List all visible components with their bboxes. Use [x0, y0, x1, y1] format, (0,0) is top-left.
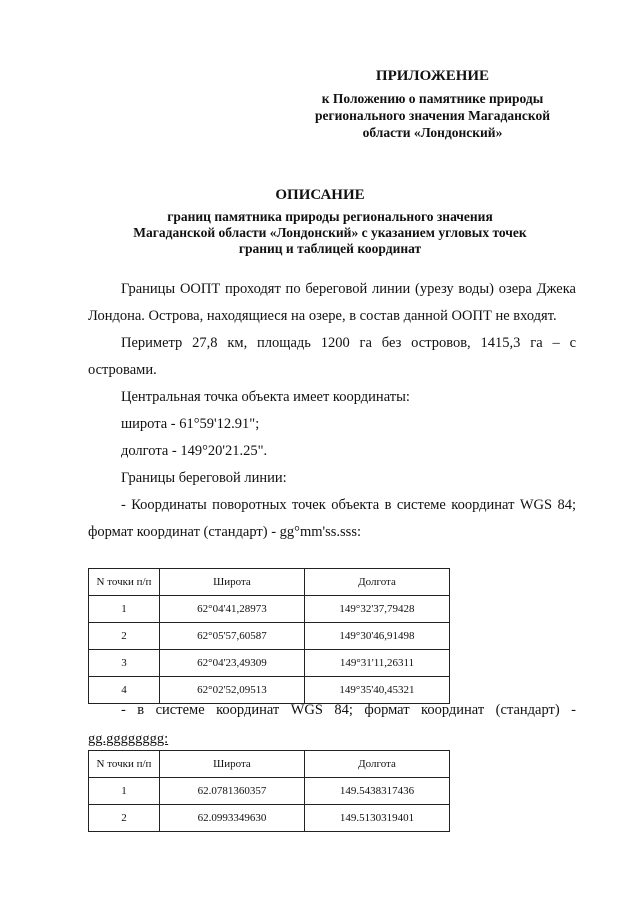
table-row: [89, 650, 450, 677]
cell-longitude: 149°30'46,91498: [305, 623, 450, 650]
table-row: [89, 623, 450, 650]
appendix-subtitle: [290, 90, 575, 141]
table-header-row: [89, 569, 450, 596]
cell-longitude: 149°32'37,79428: [305, 596, 450, 623]
paragraph-latitude: широта - 61°59'12.91";: [121, 416, 260, 432]
paragraph-coord-format-1: - Координаты поворотных точек объекта в системе координат WGS 84; формат координат (стандарт) - gg°mm'ss.sss:: [88, 497, 576, 540]
description-subtitle: [95, 209, 565, 257]
header-point-number: N точки п/п: [89, 569, 160, 596]
coordinates-table-decimal: [88, 750, 450, 832]
cell-point-number: 4: [89, 677, 160, 704]
body-text-format-2: [88, 697, 576, 724]
header-latitude: Широта: [160, 569, 305, 596]
header-longitude: Долгота: [305, 569, 450, 596]
cell-longitude: 149.5130319401: [305, 805, 450, 832]
cell-longitude: 149.5438317436: [305, 778, 450, 805]
coordinates-table-dms: [88, 568, 450, 704]
table-row: [89, 778, 450, 805]
paragraph-center-point: Центральная точка объекта имеет координаты:: [121, 389, 410, 405]
appendix-title: ПРИЛОЖЕНИЕ: [375, 68, 490, 84]
paragraph-coord-format-2: - в системе координат WGS 84; формат координат (стандарт) -: [121, 702, 576, 718]
body-text: [88, 276, 576, 546]
cell-longitude: 149°35'40,45321: [305, 677, 450, 704]
cell-longitude: 149°31'11,26311: [305, 650, 450, 677]
cell-latitude: 62°04'41,28973: [160, 596, 305, 623]
paragraph-perimeter: Периметр 27,8 км, площадь 1200 га без островов, 1415,3 га – с островами.: [88, 335, 576, 378]
description-title: ОПИСАНИЕ: [275, 187, 365, 203]
paragraph-shoreline: Границы береговой линии:: [121, 470, 287, 486]
appendix-subtitle-line: регионального значения Магаданской: [314, 108, 551, 123]
appendix-subtitle-line: к Положению о памятнике природы: [321, 91, 544, 106]
description-subtitle-line: Магаданской области «Лондонский» с указанием угловых точек: [133, 225, 527, 240]
cell-latitude: 62°02'52,09513: [160, 677, 305, 704]
table-row: [89, 596, 450, 623]
appendix-subtitle-line: области «Лондонский»: [362, 125, 503, 140]
description-subtitle-line: границ и таблицей координат: [238, 241, 422, 256]
header-point-number: N точки п/п: [89, 751, 160, 778]
cell-point-number: 2: [89, 805, 160, 832]
header-longitude: Долгота: [305, 751, 450, 778]
table-row: [89, 805, 450, 832]
cell-point-number: 2: [89, 623, 160, 650]
cell-latitude: 62.0993349630: [160, 805, 305, 832]
cell-latitude: 62°04'23,49309: [160, 650, 305, 677]
format-2-spec: [88, 731, 576, 748]
cell-latitude: 62°05'57,60587: [160, 623, 305, 650]
cell-point-number: 1: [89, 596, 160, 623]
description-subtitle-line: границ памятника природы регионального значения: [167, 209, 493, 224]
cell-point-number: 1: [89, 778, 160, 805]
paragraph-boundaries: Границы ООПТ проходят по береговой линии (урезу воды) озера Джека Лондона. Острова, находящиеся на озере, в состав данной ООПТ не входят.: [88, 281, 576, 324]
header-latitude: Широта: [160, 751, 305, 778]
paragraph-longitude: долгота - 149°20'21.25".: [121, 443, 268, 459]
format-2-pattern: gg.gggggggg:: [88, 731, 169, 747]
table-header-row: [89, 751, 450, 778]
cell-point-number: 3: [89, 650, 160, 677]
cell-latitude: 62.0781360357: [160, 778, 305, 805]
